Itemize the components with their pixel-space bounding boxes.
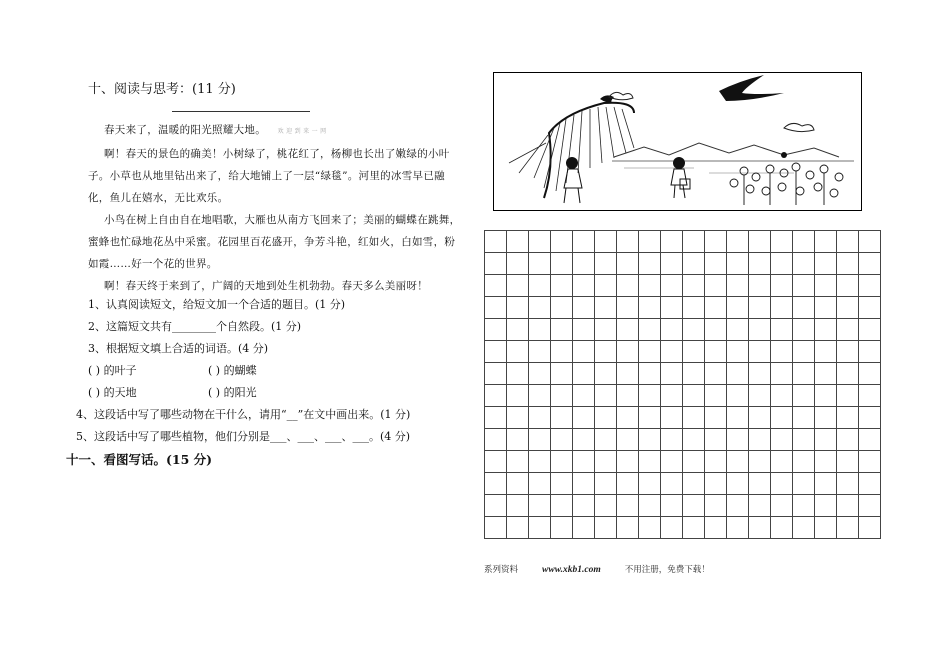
grid-cell[interactable]	[661, 253, 683, 275]
grid-cell[interactable]	[793, 363, 815, 385]
grid-cell[interactable]	[617, 275, 639, 297]
grid-cell[interactable]	[617, 473, 639, 495]
grid-cell[interactable]	[771, 297, 793, 319]
grid-cell[interactable]	[727, 473, 749, 495]
grid-cell[interactable]	[617, 341, 639, 363]
grid-cell[interactable]	[529, 451, 551, 473]
grid-cell[interactable]	[749, 341, 771, 363]
grid-cell[interactable]	[573, 385, 595, 407]
grid-cell[interactable]	[771, 341, 793, 363]
grid-cell[interactable]	[837, 363, 859, 385]
grid-cell[interactable]	[793, 473, 815, 495]
grid-cell[interactable]	[683, 451, 705, 473]
grid-cell[interactable]	[837, 407, 859, 429]
grid-cell[interactable]	[551, 297, 573, 319]
grid-cell[interactable]	[661, 341, 683, 363]
grid-cell[interactable]	[749, 253, 771, 275]
grid-cell[interactable]	[573, 517, 595, 539]
grid-cell[interactable]	[661, 385, 683, 407]
grid-cell[interactable]	[705, 517, 727, 539]
grid-cell[interactable]	[705, 253, 727, 275]
grid-cell[interactable]	[793, 451, 815, 473]
grid-cell[interactable]	[551, 319, 573, 341]
grid-cell[interactable]	[551, 517, 573, 539]
passage-line-1: 春天来了，温暖的阳光照耀大地。	[104, 124, 266, 136]
section-10-title: 十、阅读与思考：(11 分)	[88, 82, 236, 97]
grid-cell[interactable]	[727, 429, 749, 451]
grid-cell[interactable]	[727, 341, 749, 363]
grid-cell[interactable]	[837, 231, 859, 253]
grid-cell[interactable]	[771, 231, 793, 253]
grid-cell[interactable]	[727, 451, 749, 473]
grid-cell[interactable]	[617, 407, 639, 429]
grid-cell[interactable]	[859, 407, 881, 429]
footer-right-text: 不用注册，免费下载！	[624, 565, 710, 575]
grid-cell[interactable]	[595, 231, 617, 253]
grid-cell[interactable]	[595, 451, 617, 473]
grid-cell[interactable]	[661, 473, 683, 495]
grid-cell[interactable]	[529, 363, 551, 385]
grid-cell[interactable]	[595, 495, 617, 517]
grid-cell[interactable]	[815, 495, 837, 517]
grid-cell[interactable]	[573, 297, 595, 319]
grid-cell[interactable]	[661, 451, 683, 473]
grid-cell[interactable]	[485, 495, 507, 517]
grid-cell[interactable]	[683, 231, 705, 253]
grid-cell[interactable]	[815, 319, 837, 341]
grid-cell[interactable]	[683, 407, 705, 429]
grid-cell[interactable]	[507, 473, 529, 495]
grid-cell[interactable]	[617, 297, 639, 319]
grid-cell[interactable]	[793, 429, 815, 451]
grid-cell[interactable]	[661, 275, 683, 297]
grid-cell[interactable]	[837, 429, 859, 451]
grid-cell[interactable]	[529, 341, 551, 363]
grid-cell[interactable]	[683, 297, 705, 319]
grid-cell[interactable]	[507, 517, 529, 539]
grid-cell[interactable]	[705, 363, 727, 385]
grid-cell[interactable]	[837, 495, 859, 517]
grid-cell[interactable]	[749, 407, 771, 429]
grid-cell[interactable]	[793, 407, 815, 429]
grid-cell[interactable]	[771, 495, 793, 517]
grid-cell[interactable]	[705, 319, 727, 341]
passage-line-7: 如霞……好一个花的世界。	[88, 258, 218, 270]
grid-cell[interactable]	[683, 275, 705, 297]
grid-cell[interactable]	[793, 341, 815, 363]
grid-cell[interactable]	[749, 297, 771, 319]
grid-cell[interactable]	[485, 363, 507, 385]
grid-cell[interactable]	[639, 363, 661, 385]
grid-cell[interactable]	[573, 231, 595, 253]
grid-cell[interactable]	[661, 231, 683, 253]
grid-cell[interactable]	[551, 407, 573, 429]
grid-cell[interactable]	[793, 385, 815, 407]
grid-cell[interactable]	[661, 517, 683, 539]
passage-line-6: 蜜蜂也忙碌地花丛中采蜜。花园里百花盛开，争芳斗艳，红如火，白如雪，粉	[88, 236, 456, 248]
grid-cell[interactable]	[595, 517, 617, 539]
grid-cell[interactable]	[771, 385, 793, 407]
footer-site-link[interactable]: www.xkb1.com	[542, 565, 601, 575]
grid-cell[interactable]	[507, 253, 529, 275]
grid-cell[interactable]	[595, 297, 617, 319]
grid-cell[interactable]	[749, 363, 771, 385]
passage-line-4: 化，鱼儿在嬉水，无比欢乐。	[88, 192, 229, 204]
grid-cell[interactable]	[683, 363, 705, 385]
grid-cell[interactable]	[661, 495, 683, 517]
grid-cell[interactable]	[705, 495, 727, 517]
grid-cell[interactable]	[573, 363, 595, 385]
grid-cell[interactable]	[485, 297, 507, 319]
grid-cell[interactable]	[749, 231, 771, 253]
grid-cell[interactable]	[485, 275, 507, 297]
grid-cell[interactable]	[859, 341, 881, 363]
grid-cell[interactable]	[793, 231, 815, 253]
fill-item: ( ) 的阳光	[208, 386, 257, 399]
grid-cell[interactable]	[573, 341, 595, 363]
grid-cell[interactable]	[815, 297, 837, 319]
grid-cell[interactable]	[837, 451, 859, 473]
grid-cell[interactable]	[551, 473, 573, 495]
grid-cell[interactable]	[595, 363, 617, 385]
grid-cell[interactable]	[507, 297, 529, 319]
grid-cell[interactable]	[793, 253, 815, 275]
grid-cell[interactable]	[595, 429, 617, 451]
grid-cell[interactable]	[683, 495, 705, 517]
grid-cell[interactable]	[705, 385, 727, 407]
grid-cell[interactable]	[529, 429, 551, 451]
grid-cell[interactable]	[683, 517, 705, 539]
writing-grid[interactable]	[484, 230, 881, 539]
grid-cell[interactable]	[815, 473, 837, 495]
grid-cell[interactable]	[815, 517, 837, 539]
footer-left-text: 系列资料	[484, 565, 519, 575]
grid-cell[interactable]	[573, 429, 595, 451]
grid-cell[interactable]	[485, 451, 507, 473]
grid-cell[interactable]	[749, 473, 771, 495]
grid-cell[interactable]	[595, 473, 617, 495]
question-1: 1、认真阅读短文，给短文加一个合适的题目。(1 分)	[88, 298, 346, 311]
grid-cell[interactable]	[551, 231, 573, 253]
grid-cell[interactable]	[815, 275, 837, 297]
passage-line-8: 啊！春天终于来到了，广阔的天地到处生机勃勃。春天多么美丽呀！	[104, 280, 428, 292]
question-5: 5、这段话中写了哪些植物，他们分别是___、___、___、___。(4 分)	[76, 430, 411, 443]
grid-cell[interactable]	[485, 319, 507, 341]
grid-cell[interactable]	[793, 319, 815, 341]
question-3: 3、根据短文填上合适的词语。(4 分)	[88, 342, 269, 355]
grid-cell[interactable]	[771, 473, 793, 495]
grid-cell[interactable]	[727, 319, 749, 341]
grid-cell[interactable]	[639, 385, 661, 407]
essay-title-blank	[172, 111, 310, 112]
grid-cell[interactable]	[485, 231, 507, 253]
grid-cell[interactable]	[837, 253, 859, 275]
grid-cell[interactable]	[507, 275, 529, 297]
grid-cell[interactable]	[859, 429, 881, 451]
grid-cell[interactable]	[749, 429, 771, 451]
spring-scene-illustration	[493, 72, 862, 211]
grid-cell[interactable]	[617, 385, 639, 407]
grid-cell[interactable]	[705, 297, 727, 319]
grid-cell[interactable]	[727, 275, 749, 297]
grid-cell[interactable]	[815, 253, 837, 275]
grid-cell[interactable]	[617, 451, 639, 473]
grid-cell[interactable]	[573, 319, 595, 341]
grid-cell[interactable]	[617, 495, 639, 517]
grid-cell[interactable]	[485, 407, 507, 429]
grid-cell[interactable]	[815, 451, 837, 473]
grid-cell[interactable]	[815, 385, 837, 407]
reading-passage	[88, 119, 473, 297]
passage-line-2: 啊！春天的景色的确美！小树绿了，桃花红了，杨柳也长出了嫩绿的小叶	[104, 148, 450, 160]
grid-cell[interactable]	[705, 231, 727, 253]
grid-cell[interactable]	[529, 231, 551, 253]
grid-cell[interactable]	[859, 495, 881, 517]
fill-item: ( ) 的蝴蝶	[208, 364, 257, 377]
grid-cell[interactable]	[551, 495, 573, 517]
grid-cell[interactable]	[705, 407, 727, 429]
grid-cell[interactable]	[617, 253, 639, 275]
grid-cell[interactable]	[639, 473, 661, 495]
grid-cell[interactable]	[617, 231, 639, 253]
grid-cell[interactable]	[595, 253, 617, 275]
footer	[484, 563, 710, 575]
watermark-text: 欢 迎 到 来 一 网	[277, 128, 327, 135]
grid-cell[interactable]	[771, 407, 793, 429]
grid-cell[interactable]	[859, 451, 881, 473]
passage-line-5: 小鸟在树上自由自在地唱歌，大雁也从南方飞回来了；美丽的蝴蝶在跳舞，	[104, 214, 461, 226]
grid-cell[interactable]	[793, 297, 815, 319]
grid-cell[interactable]	[595, 319, 617, 341]
question-4: 4、这段话中写了哪些动物在干什么，请用“__”在文中画出来。(1 分)	[76, 408, 411, 421]
grid-cell[interactable]	[793, 517, 815, 539]
grid-cell[interactable]	[683, 341, 705, 363]
grid-cell[interactable]	[507, 341, 529, 363]
grid-cell[interactable]	[705, 473, 727, 495]
grid-cell[interactable]	[507, 407, 529, 429]
grid-cell[interactable]	[529, 253, 551, 275]
grid-cell[interactable]	[837, 275, 859, 297]
grid-cell[interactable]	[771, 517, 793, 539]
grid-cell[interactable]	[661, 363, 683, 385]
grid-cell[interactable]	[617, 363, 639, 385]
grid-cell[interactable]	[815, 341, 837, 363]
grid-cell[interactable]	[859, 517, 881, 539]
grid-cell[interactable]	[595, 341, 617, 363]
grid-cell[interactable]	[749, 275, 771, 297]
grid-cell[interactable]	[661, 297, 683, 319]
grid-cell[interactable]	[573, 473, 595, 495]
grid-cell[interactable]	[749, 319, 771, 341]
grid-cell[interactable]	[859, 253, 881, 275]
grid-cell[interactable]	[727, 363, 749, 385]
grid-cell[interactable]	[639, 517, 661, 539]
grid-cell[interactable]	[529, 275, 551, 297]
grid-cell[interactable]	[771, 319, 793, 341]
grid-cell[interactable]	[859, 473, 881, 495]
grid-cell[interactable]	[551, 275, 573, 297]
section-11-title: 十一、看图写话。(15 分)	[66, 452, 213, 467]
grid-cell[interactable]	[705, 341, 727, 363]
grid-cell[interactable]	[859, 275, 881, 297]
grid-cell[interactable]	[837, 385, 859, 407]
grid-cell[interactable]	[551, 341, 573, 363]
grid-cell[interactable]	[485, 517, 507, 539]
grid-cell[interactable]	[705, 451, 727, 473]
grid-cell[interactable]	[507, 451, 529, 473]
grid-cell[interactable]	[617, 429, 639, 451]
grid-cell[interactable]	[815, 407, 837, 429]
grid-cell[interactable]	[837, 517, 859, 539]
grid-cell[interactable]	[573, 253, 595, 275]
grid-cell[interactable]	[639, 231, 661, 253]
grid-cell[interactable]	[771, 451, 793, 473]
grid-cell[interactable]	[485, 341, 507, 363]
grid-cell[interactable]	[551, 451, 573, 473]
grid-cell[interactable]	[771, 363, 793, 385]
grid-cell[interactable]	[859, 363, 881, 385]
grid-cell[interactable]	[815, 429, 837, 451]
grid-cell[interactable]	[683, 385, 705, 407]
grid-cell[interactable]	[859, 319, 881, 341]
grid-cell[interactable]	[639, 429, 661, 451]
grid-cell[interactable]	[859, 385, 881, 407]
grid-cell[interactable]	[529, 407, 551, 429]
grid-cell[interactable]	[639, 407, 661, 429]
grid-cell[interactable]	[595, 275, 617, 297]
grid-cell[interactable]	[749, 495, 771, 517]
grid-cell[interactable]	[727, 231, 749, 253]
grid-cell[interactable]	[705, 275, 727, 297]
grid-cell[interactable]	[727, 517, 749, 539]
grid-cell[interactable]	[573, 407, 595, 429]
grid-cell[interactable]	[617, 517, 639, 539]
grid-cell[interactable]	[639, 275, 661, 297]
grid-cell[interactable]	[485, 253, 507, 275]
grid-cell[interactable]	[617, 319, 639, 341]
passage-line-3: 子。小草也从地里钻出来了，给大地铺上了一层“绿毯”。河里的冰雪早已融	[88, 170, 445, 182]
grid-cell[interactable]	[485, 385, 507, 407]
grid-cell[interactable]	[507, 363, 529, 385]
grid-cell[interactable]	[573, 451, 595, 473]
grid-cell[interactable]	[749, 385, 771, 407]
grid-cell[interactable]	[661, 319, 683, 341]
grid-cell[interactable]	[683, 473, 705, 495]
grid-cell[interactable]	[639, 297, 661, 319]
grid-cell[interactable]	[683, 319, 705, 341]
spring-scene-drawing	[494, 73, 861, 210]
grid-cell[interactable]	[727, 297, 749, 319]
grid-cell[interactable]	[815, 231, 837, 253]
grid-cell[interactable]	[793, 495, 815, 517]
questions-block	[76, 294, 468, 448]
grid-cell[interactable]	[595, 385, 617, 407]
grid-cell[interactable]	[771, 253, 793, 275]
grid-cell[interactable]	[683, 429, 705, 451]
grid-cell[interactable]	[551, 429, 573, 451]
grid-cell[interactable]	[661, 407, 683, 429]
fill-item: ( ) 的叶子	[88, 364, 137, 377]
grid-cell[interactable]	[573, 495, 595, 517]
grid-cell[interactable]	[551, 253, 573, 275]
grid-cell[interactable]	[661, 429, 683, 451]
grid-cell[interactable]	[639, 341, 661, 363]
grid-cell[interactable]	[639, 451, 661, 473]
grid-cell[interactable]	[859, 297, 881, 319]
grid-cell[interactable]	[485, 473, 507, 495]
grid-cell[interactable]	[727, 407, 749, 429]
grid-cell[interactable]	[837, 319, 859, 341]
grid-cell[interactable]	[837, 297, 859, 319]
grid-cell[interactable]	[529, 385, 551, 407]
grid-cell[interactable]	[705, 429, 727, 451]
grid-cell[interactable]	[507, 429, 529, 451]
question-2: 2、这篇短文共有________个自然段。(1 分)	[88, 320, 302, 333]
grid-cell[interactable]	[727, 253, 749, 275]
grid-cell[interactable]	[529, 297, 551, 319]
grid-cell[interactable]	[507, 319, 529, 341]
grid-cell[interactable]	[837, 473, 859, 495]
grid-cell[interactable]	[507, 495, 529, 517]
grid-cell[interactable]	[727, 385, 749, 407]
grid-cell[interactable]	[793, 275, 815, 297]
grid-cell[interactable]	[529, 473, 551, 495]
fill-row-2	[88, 382, 468, 404]
grid-cell[interactable]	[639, 495, 661, 517]
grid-cell[interactable]	[639, 319, 661, 341]
grid-cell[interactable]	[859, 231, 881, 253]
grid-cell[interactable]	[683, 253, 705, 275]
fill-row-1	[88, 360, 468, 382]
grid-cell[interactable]	[529, 319, 551, 341]
grid-cell[interactable]	[771, 429, 793, 451]
grid-cell[interactable]	[485, 429, 507, 451]
grid-cell[interactable]	[529, 495, 551, 517]
grid-cell[interactable]	[727, 495, 749, 517]
grid-cell[interactable]	[639, 253, 661, 275]
grid-cell[interactable]	[595, 407, 617, 429]
grid-cell[interactable]	[551, 363, 573, 385]
grid-cell[interactable]	[573, 275, 595, 297]
fill-item: ( ) 的天地	[88, 386, 137, 399]
grid-cell[interactable]	[507, 385, 529, 407]
grid-cell[interactable]	[507, 231, 529, 253]
grid-cell[interactable]	[771, 275, 793, 297]
grid-cell[interactable]	[551, 385, 573, 407]
grid-cell[interactable]	[837, 341, 859, 363]
grid-cell[interactable]	[529, 517, 551, 539]
grid-cell[interactable]	[815, 363, 837, 385]
grid-cell[interactable]	[749, 451, 771, 473]
grid-cell[interactable]	[749, 517, 771, 539]
